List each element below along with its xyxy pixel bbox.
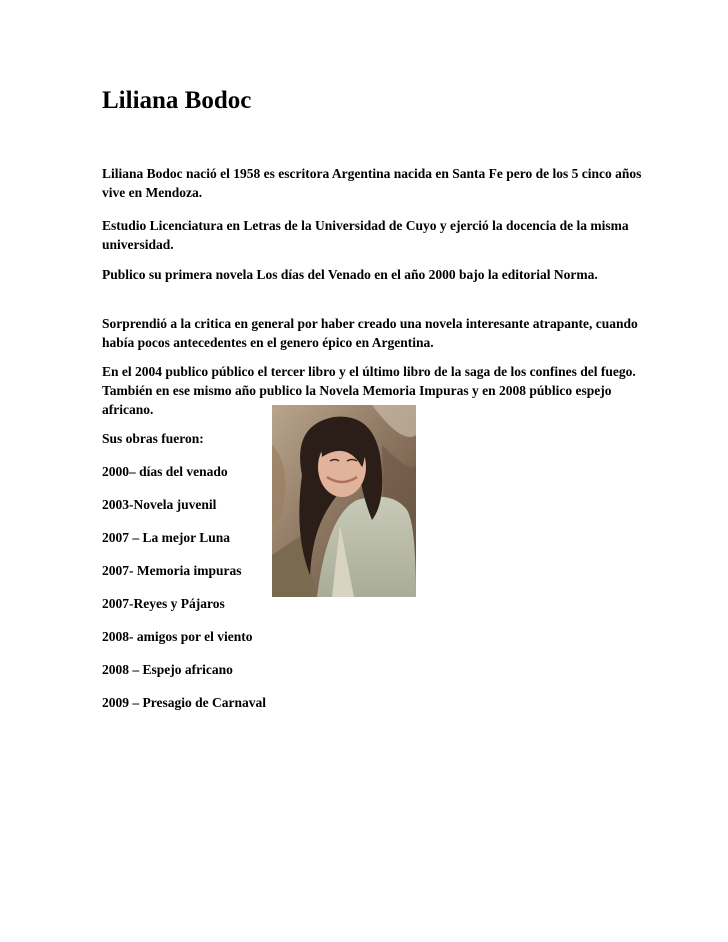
works-list-item: 2000– días del venado	[102, 464, 228, 479]
author-photo	[272, 405, 416, 597]
works-list-item: 2007- Memoria impuras	[102, 563, 242, 578]
works-list-item: 2007 – La mejor Luna	[102, 530, 231, 545]
bio-paragraph-4: Sorprendió a la critica en general por haber creado una novela interesante atrapante, cuando había pocos antecedentes en el genero épico en Argentina.	[102, 316, 638, 350]
bio-paragraph-5: En el 2004 publico público el tercer libro y el último libro de la saga de los confines del fuego. También en ese mismo año publico la Novela Memoria Impuras y en 2008 público espejo africano.	[102, 364, 636, 417]
page-title: Liliana Bodoc	[102, 87, 252, 114]
works-list-item: 2003-Novela juvenil	[102, 497, 217, 512]
works-list-item: 2008- amigos por el viento	[102, 629, 253, 644]
works-list-item: 2007-Reyes y Pájaros	[102, 596, 225, 611]
bio-paragraph-1: Liliana Bodoc nació el 1958 es escritora Argentina nacida en Santa Fe pero de los 5 cinco años vive en Mendoza.	[102, 166, 642, 200]
works-list-item: 2008 – Espejo africano	[102, 662, 233, 677]
bio-paragraph-2: Estudio Licenciatura en Letras de la Universidad de Cuyo y ejerció la docencia de la misma universidad.	[102, 218, 629, 252]
works-list-item: 2009 – Presagio de Carnaval	[102, 695, 266, 710]
bio-paragraph-3: Publico su primera novela Los días del Venado en el año 2000 bajo la editorial Norma.	[102, 267, 598, 282]
works-heading: Sus obras fueron:	[102, 431, 204, 446]
